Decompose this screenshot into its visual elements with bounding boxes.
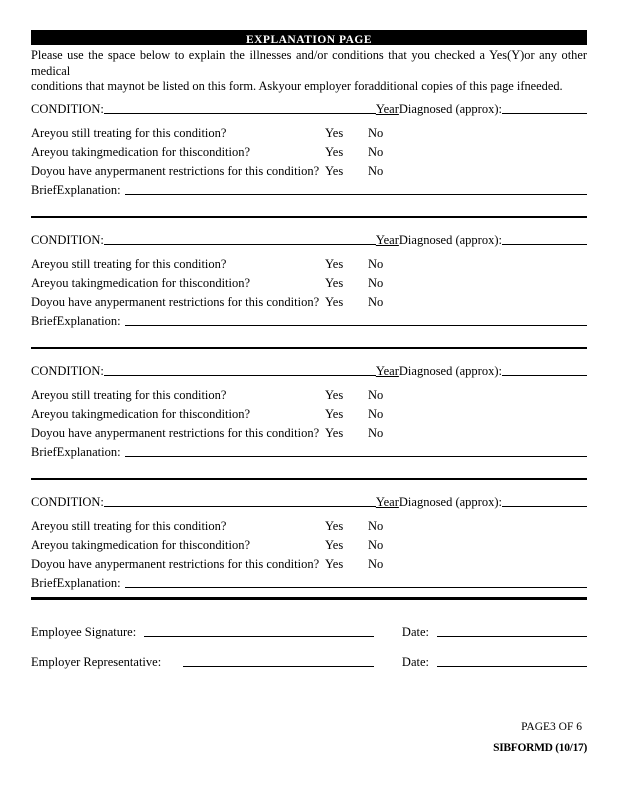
year-field-line [502, 112, 587, 114]
no-option: No [368, 537, 384, 552]
employee-signature-label: Employee Signature: [31, 624, 137, 639]
employer-representative-label: Employer Representative: [31, 654, 162, 669]
question-permanent-restrictions: Doyou have anypermanent restrictions for this condition? [31, 294, 320, 309]
date-line [437, 635, 587, 637]
condition-field-line [104, 243, 376, 245]
section-divider [31, 216, 587, 218]
no-option: No [368, 125, 384, 140]
condition-label: CONDITION: [31, 494, 104, 509]
year-diagnosed-label: Year [375, 494, 399, 509]
condition-block-1 [31, 101, 587, 198]
question-permanent-restrictions: Doyou have anypermanent restrictions for this condition? [31, 163, 320, 178]
brief-explanation-line [125, 193, 587, 195]
brief-explanation-label: BriefExplanation: [31, 182, 121, 197]
diagnosed-approx-label: Diagnosed (approx): [398, 363, 502, 378]
no-option: No [368, 256, 384, 271]
employer-representative-line [183, 665, 374, 667]
form-code: SIBFORMD (10/17) [493, 741, 587, 754]
no-option: No [368, 518, 384, 533]
year-diagnosed-label: Year [375, 101, 399, 116]
diagnosed-approx-label: Diagnosed (approx): [398, 494, 502, 509]
yes-option: Yes [325, 294, 344, 309]
condition-block-4 [31, 494, 587, 591]
question-still-treating: Areyou still treating for this condition? [31, 256, 227, 271]
page-footer [31, 720, 587, 756]
brief-explanation-line [125, 586, 587, 588]
no-option: No [368, 425, 384, 440]
question-still-treating: Areyou still treating for this condition? [31, 125, 227, 140]
question-taking-medication: Areyou takingmedication for thiscondition? [31, 406, 251, 421]
no-option: No [368, 294, 384, 309]
year-diagnosed-label: Year [375, 232, 399, 247]
question-taking-medication: Areyou takingmedication for thiscondition? [31, 275, 251, 290]
year-field-line [502, 374, 587, 376]
no-option: No [368, 163, 384, 178]
no-option: No [368, 275, 384, 290]
diagnosed-approx-label: Diagnosed (approx): [398, 232, 502, 247]
no-option: No [368, 406, 384, 421]
no-option: No [368, 387, 384, 402]
condition-label: CONDITION: [31, 101, 104, 116]
yes-option: Yes [325, 125, 344, 140]
intro-paragraph [31, 48, 587, 95]
year-field-line [502, 505, 587, 507]
question-permanent-restrictions: Doyou have anypermanent restrictions for this condition? [31, 425, 320, 440]
employee-signature-row [31, 624, 587, 640]
question-taking-medication: Areyou takingmedication for thiscondition? [31, 144, 251, 159]
condition-block-3 [31, 363, 587, 460]
brief-explanation-line [125, 455, 587, 457]
brief-explanation-line [125, 324, 587, 326]
question-still-treating: Areyou still treating for this condition? [31, 387, 227, 402]
year-field-line [502, 243, 587, 245]
employer-representative-row [31, 654, 587, 670]
question-still-treating: Areyou still treating for this condition? [31, 518, 227, 533]
condition-label: CONDITION: [31, 363, 104, 378]
date-line [437, 665, 587, 667]
page-number: PAGE3 OF 6 [521, 720, 582, 733]
yes-option: Yes [325, 406, 344, 421]
intro-line-1: Please use the space below to explain the illnesses and/or conditions that you checked a Yes(Y)or any other medical [31, 48, 587, 78]
yes-option: Yes [325, 518, 344, 533]
no-option: No [368, 144, 384, 159]
page-title: EXPLANATION PAGE [245, 34, 373, 46]
question-permanent-restrictions: Doyou have anypermanent restrictions for this condition? [31, 556, 320, 571]
condition-field-line [104, 374, 376, 376]
section-divider [31, 478, 587, 480]
date-label: Date: [401, 654, 429, 669]
signature-section-divider [31, 597, 587, 600]
condition-field-line [104, 112, 376, 114]
condition-label: CONDITION: [31, 232, 104, 247]
condition-field-line [104, 505, 376, 507]
intro-line-2: conditions that maynot be listed on this form. Askyour employer foradditional copies of this page ifneeded. [31, 79, 563, 93]
brief-explanation-label: BriefExplanation: [31, 575, 121, 590]
year-diagnosed-label: Year [375, 363, 399, 378]
yes-option: Yes [325, 275, 344, 290]
yes-option: Yes [325, 163, 344, 178]
title-bar [31, 30, 587, 45]
yes-option: Yes [325, 537, 344, 552]
employee-signature-line [144, 635, 374, 637]
yes-option: Yes [325, 144, 344, 159]
yes-option: Yes [325, 425, 344, 440]
section-divider [31, 347, 587, 349]
question-taking-medication: Areyou takingmedication for thiscondition? [31, 537, 251, 552]
yes-option: Yes [325, 256, 344, 271]
brief-explanation-label: BriefExplanation: [31, 313, 121, 328]
date-label: Date: [401, 624, 429, 639]
yes-option: Yes [325, 556, 344, 571]
no-option: No [368, 556, 384, 571]
diagnosed-approx-label: Diagnosed (approx): [398, 101, 502, 116]
yes-option: Yes [325, 387, 344, 402]
condition-block-2 [31, 232, 587, 329]
brief-explanation-label: BriefExplanation: [31, 444, 121, 459]
